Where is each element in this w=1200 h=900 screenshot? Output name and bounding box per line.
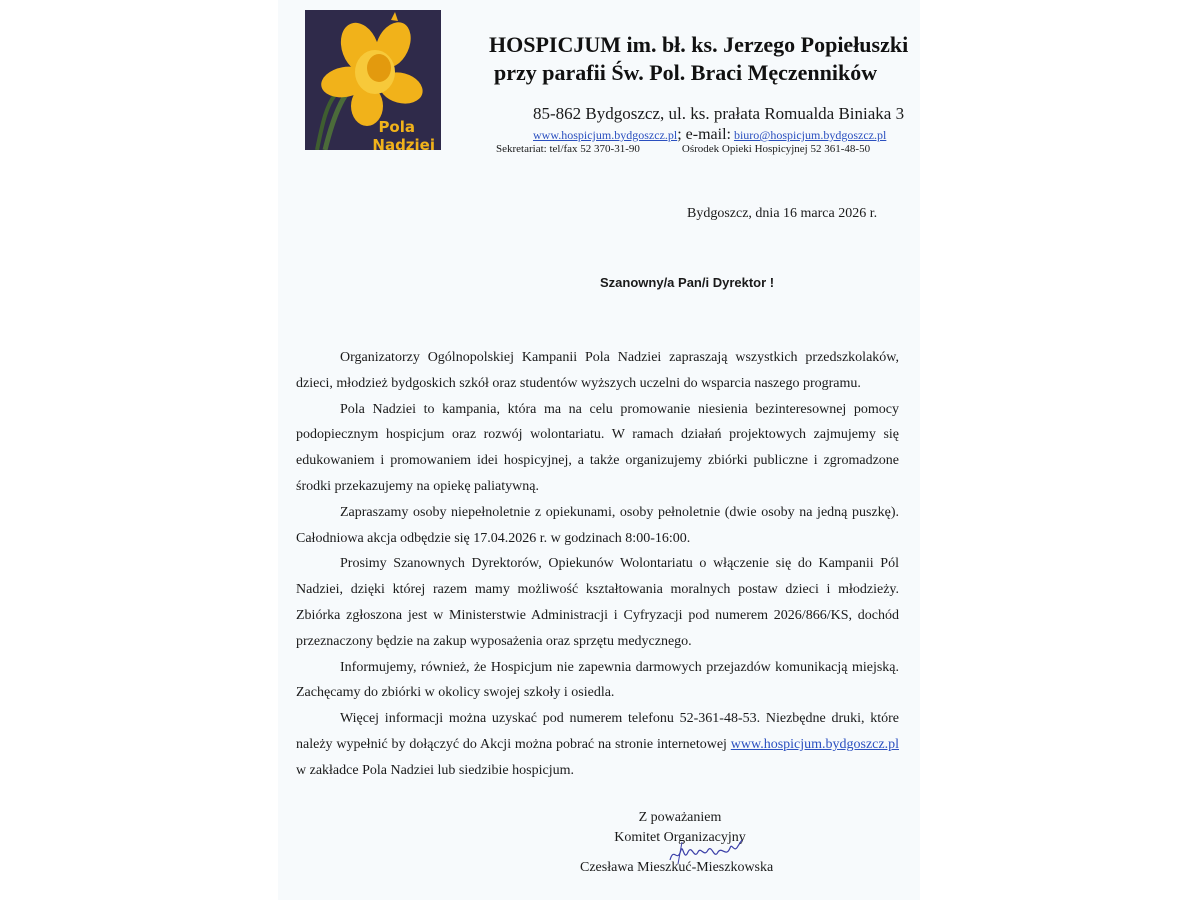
letter-body xyxy=(296,345,899,784)
hospice-name: HOSPICJUM im. bł. ks. Jerzego Popiełuszki xyxy=(489,32,909,57)
email-link[interactable]: biuro@hospicjum.bydgoszcz.pl xyxy=(733,128,887,142)
letter-date: Bydgoszcz, dnia 16 marca 2026 r. xyxy=(687,206,878,221)
website-link-body[interactable]: www.hospicjum.bydgoszcz.pl xyxy=(730,736,899,752)
website-link[interactable]: www.hospicjum.bydgoszcz.pl xyxy=(533,128,678,142)
contact-line xyxy=(533,126,886,144)
address: 85-862 Bydgoszcz, ul. ks. prałata Romualda Biniaka 3 xyxy=(533,104,905,123)
daffodil-icon xyxy=(305,10,441,150)
logo-text-pola: Pola xyxy=(378,118,415,136)
closing-committee: Komitet Organizacyjny xyxy=(614,830,746,845)
center-phone: Ośrodek Opieki Hospicyjnej 52 361-48-50 xyxy=(681,143,871,155)
logo-text-nadziei: Nadziei xyxy=(372,136,435,150)
signer-name: Czesława Mieszkuć-Mieszkowska xyxy=(580,860,774,875)
paragraph-5: Informujemy, również, że Hospicjum nie zapewnia darmowych przejazdów komunikacją miejską. Zachęcamy do zbiórki w okolicy swojej szkoły i osiedla. xyxy=(296,659,899,701)
email-label: ; e-mail: xyxy=(677,126,731,143)
secretariat-phone: Sekretariat: tel/fax 52 370-31-90 xyxy=(496,143,640,155)
closing-regards: Z poważaniem xyxy=(638,810,722,825)
paragraph-1: Organizatorzy Ogólnopolskiej Kampanii Pola Nadziei zapraszają wszystkich przedszkolaków, dzieci, młodzież bydgoskich szkół oraz studentów wyższych uczelni do wsparcia naszego programu. xyxy=(296,350,899,391)
paragraph-6 xyxy=(296,706,899,783)
paragraph-2: Pola Nadziei to kampania, która ma na celu promowanie niesienia bezinteresownej pomocy podopiecznym hospicjum oraz rozwój wolontariatu. W ramach działań projektowych zajmujemy się edukowaniem i promowaniem idei hospicyjnej, a także organizujemy zbiórki publiczne i zgromadzone środki przekazujemy na opiekę paliatywną. xyxy=(296,401,899,494)
paragraph-3: Zapraszamy osoby niepełnoletnie z opiekunami, osoby pełnoletnie (dwie osoby na jedną puszkę). Całodniowa akcja odbędzie się 17.04.2026 r. w godzinach 8:00-16:00. xyxy=(296,504,899,546)
greeting: Szanowny/a Pan/i Dyrektor ! xyxy=(600,275,775,290)
phone-line xyxy=(496,143,870,155)
parish-name: przy parafii Św. Pol. Braci Męczenników xyxy=(494,60,878,85)
paragraph-6-start: Więcej informacji można uzyskać pod numerem telefonu 52-361-48-53. Niezbędne druki, które należy wypełnić by dołączyć do Akcji można pobrać na stronie internetowej xyxy=(296,711,899,752)
paragraph-4: Prosimy Szanownych Dyrektorów, Opiekunów Wolontariatu o włączenie się do Kampanii Pól Nadziei, dzięki której razem mamy możliwość kształtowania moralnych postaw dzieci i młodzieży. Zbiórka zgłoszona jest w Ministerstwie Administracji i Cyfryzacji pod numerem 2026/866/KS, dochód przeznaczony będzie na zakup wyposażenia oraz sprzętu medycznego. xyxy=(296,556,899,649)
paragraph-6-end: w zakładce Pola Nadziei lub siedzibie hospicjum. xyxy=(296,762,574,778)
pola-nadziei-logo xyxy=(305,10,441,150)
